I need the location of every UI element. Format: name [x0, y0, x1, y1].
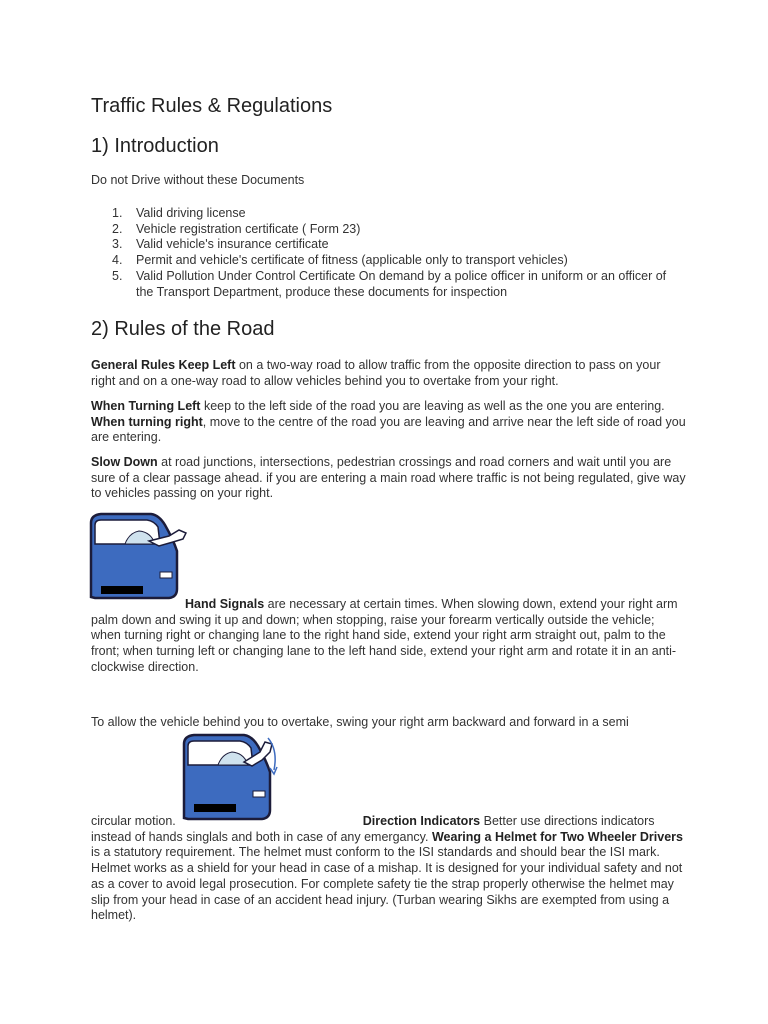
list-item-text: Valid vehicle's insurance certificate [136, 237, 329, 252]
overtake-paragraph: To allow the vehicle behind you to overtake, swing your right arm backward and forward in a semi [91, 715, 629, 729]
section-rules-heading: 2) Rules of the Road [91, 318, 275, 340]
direction-indicators-text: Better use directions indicators instead of hands singlals and both in case of any emergancy. [91, 814, 655, 844]
list-item [91, 237, 681, 253]
car-light [253, 791, 265, 797]
list-number: 2. [112, 221, 123, 236]
list-item-text: Valid Pollution Under Control Certificate On demand by a police officer in uniform or an officer of the Transport Department, produce these documents for inspection [136, 268, 667, 299]
turning-right-text: , move to the centre of the road you are leaving and arrive near the left side of road you are entering. [91, 414, 686, 445]
hand-signals-title: Hand Signals [185, 597, 265, 611]
list-number: 4. [112, 253, 123, 268]
car-light [160, 572, 172, 578]
turning-left-title: When Turning Left [91, 399, 201, 413]
slow-down-text: at road junctions, intersections, pedestrian crossings and road corners and wait until you are sure of a clear passage ahead. if you are entering a main road where traffic is not being regulated, give way to vehicles passing on your right. [91, 455, 686, 501]
keep-left-title: General Rules Keep Left [91, 358, 236, 372]
document-title: Traffic Rules & Regulations [91, 95, 333, 117]
direction-indicators-paragraph [91, 814, 686, 924]
introduction-text: Do not Drive without these Documents [91, 173, 305, 187]
direction-indicators-title: Direction Indicators [362, 814, 481, 828]
list-item [91, 253, 681, 269]
slow-down-title: Slow Down [91, 455, 158, 469]
list-item-text: Permit and vehicle's certificate of fitness (applicable only to transport vehicles) [136, 253, 568, 268]
turning-right-title: When turning right [91, 414, 203, 429]
list-number: 3. [112, 237, 123, 252]
list-item [91, 206, 681, 222]
keep-left-text: on a two-way road to allow traffic from the opposite direction to pass on your right and on a one-way road to allow vehicles behind you to overtake from your right. [91, 358, 661, 388]
hand-signal-car-illustration [89, 511, 187, 603]
overtake-signal-car-illustration [182, 732, 280, 822]
hand-signals-paragraph [91, 597, 686, 676]
list-item-text: Vehicle registration certificate ( Form 23) [136, 221, 361, 236]
keep-left-paragraph [91, 358, 686, 389]
number-plate [194, 804, 236, 812]
circular-motion-text: circular motion. [91, 814, 176, 828]
list-item-text: Valid driving license [136, 206, 246, 220]
turning-left-text: keep to the left side of the road you are leaving as well as the one you are entering. [200, 399, 665, 413]
list-item [91, 269, 681, 300]
helmet-text: is a statutory requirement. The helmet must conform to the ISI standards and should bear the ISI mark. Helmet works as a shield for your head in case of a mishap. It is designed for your individual safety and not as a cover to avoid legal prosecution. For complete safety tie the strap properly otherwise the helmet may slip from your head in case of an accident head injury. (Turban wearing Sikhs are exempted from using a helmet). [91, 845, 683, 923]
section-introduction-heading: 1) Introduction [91, 135, 219, 157]
required-documents-list [91, 206, 681, 300]
number-plate [101, 586, 143, 594]
turning-paragraph [91, 399, 686, 446]
slow-down-paragraph [91, 455, 686, 502]
hand-signals-text: are necessary at certain times. When slowing down, extend your right arm palm down and swing it up and down; when stopping, raise your forearm vertically outside the vehicle; when turning right or changing lane to the right hand side, extend your right arm straight out, palm to the front; when turning left or changing lane to the left hand side, extend your right arm and rotate it in an anti-clockwise direction. [91, 597, 678, 674]
helmet-title: Wearing a Helmet for Two Wheeler Drivers [431, 829, 683, 844]
list-number: 1. [112, 206, 123, 220]
list-number: 5. [112, 268, 123, 283]
list-item [91, 222, 681, 238]
